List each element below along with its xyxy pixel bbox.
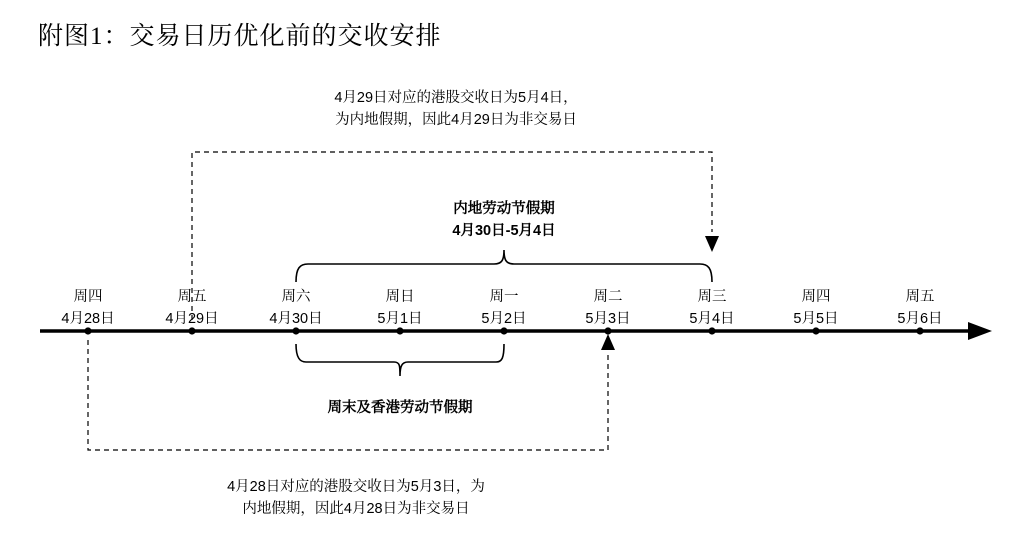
tick-weekday-8: 周五: [905, 289, 935, 305]
tick-date-6: 5月4日: [689, 311, 735, 327]
bottom-arrowhead: [601, 334, 615, 350]
mainland-holiday-brace: [296, 250, 712, 282]
tick-date-0: 4月28日: [61, 311, 115, 327]
mainland-holiday-line2: 4月30日-5月4日: [452, 223, 556, 239]
tick-date-5: 5月3日: [585, 311, 631, 327]
tick-weekday-4: 周一: [489, 289, 519, 305]
tick-weekday-7: 周四: [801, 289, 831, 305]
page-title: 附图1：交易日历优化前的交收安排: [38, 23, 442, 50]
tick-weekday-0: 周四: [73, 289, 103, 305]
bottom-note-line2: 内地假期，因此4月28日为非交易日: [242, 501, 470, 517]
tick-date-3: 5月1日: [377, 311, 423, 327]
tick-date-8: 5月6日: [897, 311, 943, 327]
top-note-line2: 为内地假期，因此4月29日为非交易日: [335, 112, 577, 128]
weekend-hk-holiday-brace: [296, 344, 504, 376]
tick-weekday-5: 周二: [593, 289, 623, 305]
bottom-dashed-connector: [88, 340, 608, 450]
mainland-holiday-line1: 内地劳动节假期: [453, 201, 555, 217]
weekend-hk-holiday-label: 周末及香港劳动节假期: [327, 400, 473, 416]
tick-weekday-3: 周日: [385, 289, 415, 305]
tick-date-2: 4月30日: [269, 311, 323, 327]
top-arrowhead: [705, 236, 719, 252]
tick-date-7: 5月5日: [793, 311, 839, 327]
tick-weekday-6: 周三: [697, 289, 727, 305]
tick-date-1: 4月29日: [165, 311, 219, 327]
tick-weekday-2: 周六: [281, 289, 311, 305]
top-note-line1: 4月29日对应的港股交收日为5月4日，: [334, 90, 578, 106]
tick-date-4: 5月2日: [481, 311, 527, 327]
bottom-note-line1: 4月28日对应的港股交收日为5月3日，为: [227, 479, 485, 495]
tick-weekday-1: 周五: [177, 289, 207, 305]
